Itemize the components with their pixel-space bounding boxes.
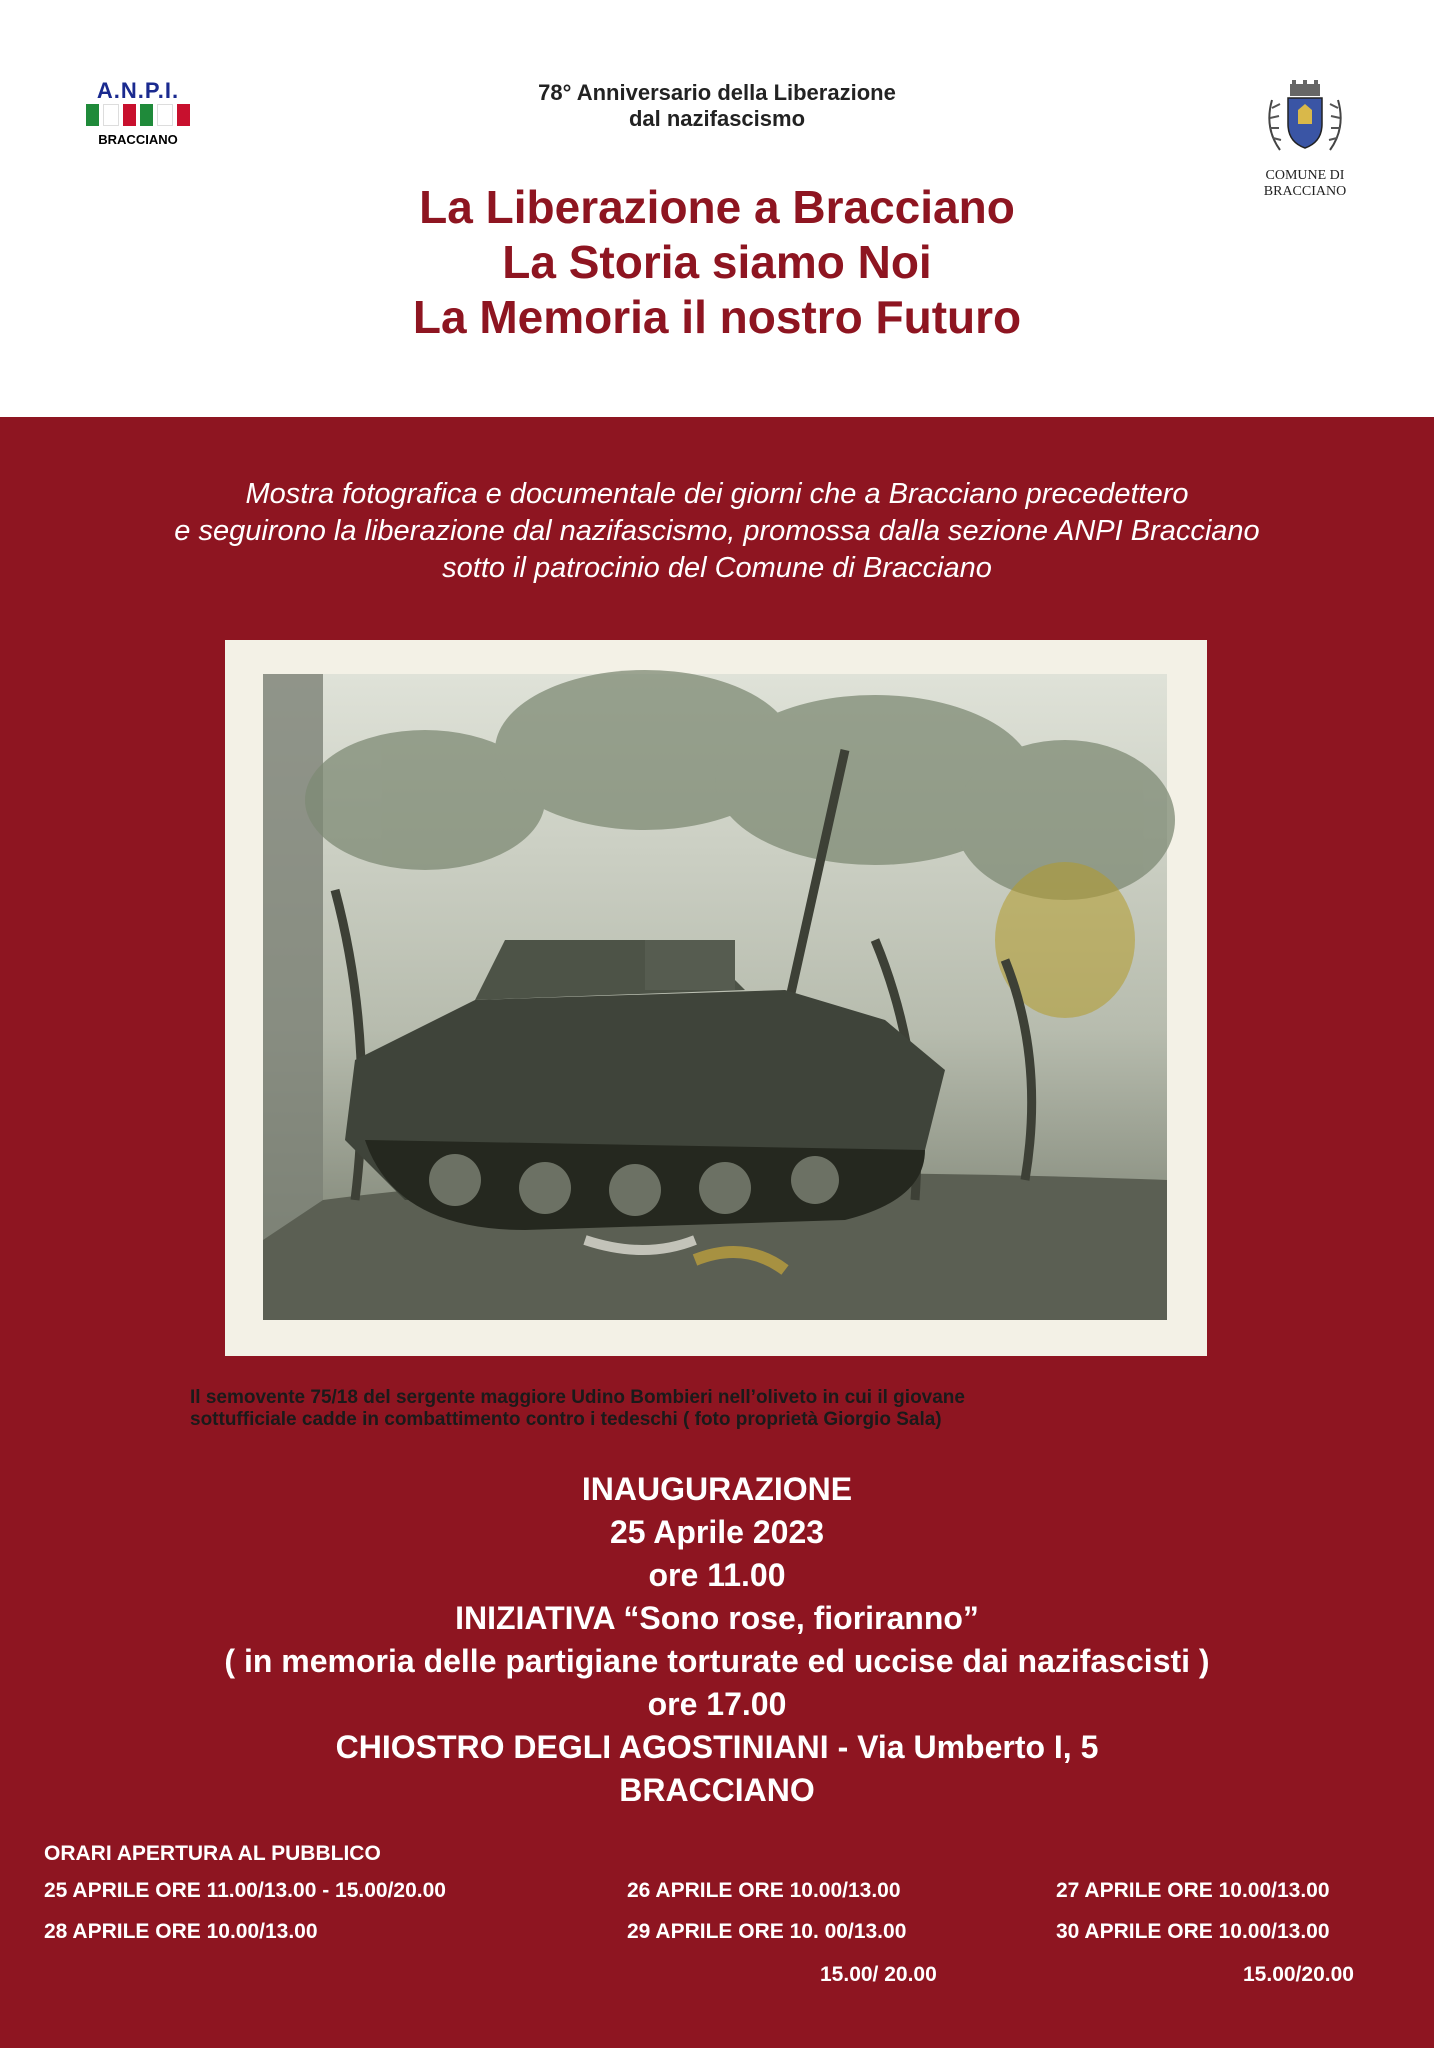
anpi-logo-subtext: BRACCIANO [98,132,178,147]
anniversary-line2: dal nazifascismo [628,106,806,131]
hours-apr27: 27 APRILE ORE 10.00/13.00 [1056,1879,1330,1902]
hours-apr30-extra: 15.00/20.00 [1243,1963,1354,1986]
event-line5: ( in memoria delle partigiane torturate ed uccise dai nazifascisti ) [224,1643,1210,1679]
historic-photo [225,640,1207,1356]
event-line2: 25 Aprile 2023 [609,1514,825,1550]
intro-line3: sotto il patrocinio del Comune di Bracciano [442,552,992,584]
comune-line1: COMUNE DI [1265,168,1345,183]
event-line6: ore 17.00 [647,1686,787,1722]
exhibition-description [40,476,1394,587]
hours-apr29-extra: 15.00/ 20.00 [820,1963,937,1986]
hours-apr28: 28 APRILE ORE 10.00/13.00 [44,1920,318,1943]
anniversary-heading [400,80,1034,132]
caption-line1: Il semovente 75/18 del sergente maggiore Udino Bombieri nell’oliveto in cui il giovane [190,1387,965,1408]
photo-caption [190,1387,1270,1431]
title-line3: La Memoria il nostro Futuro [412,291,1022,343]
event-line3: ore 11.00 [648,1557,786,1593]
comune-logo [1250,80,1360,200]
anpi-logo-text: A.N.P.I. [96,78,180,103]
title-line2: La Storia siamo Noi [502,236,932,288]
comune-name [1250,168,1360,200]
caption-line2: sottufficiale cadde in combattimento contro i tedeschi ( foto proprietà Giorgio Sala) [190,1409,942,1430]
header-band [0,0,1434,417]
event-details [100,1468,1334,1812]
hours-apr25: 25 APRILE ORE 11.00/13.00 - 15.00/20.00 [44,1879,446,1902]
hours-apr30: 30 APRILE ORE 10.00/13.00 [1056,1920,1330,1943]
anniversary-line1: 78° Anniversario della Liberazione [538,80,896,105]
anpi-logo [82,78,194,148]
event-line1: INAUGURAZIONE [581,1471,853,1507]
comune-line2: BRACCIANO [1263,184,1347,199]
main-title [200,180,1234,345]
title-line1: La Liberazione a Bracciano [419,181,1015,233]
tank-photo-image [225,640,1207,1356]
flag-stripes-icon [86,104,190,126]
hours-apr26: 26 APRILE ORE 10.00/13.00 [627,1879,901,1902]
opening-hours-title: ORARI APERTURA AL PUBBLICO [44,1842,381,1865]
event-line4: INIZIATIVA “Sono rose, fioriranno” [455,1600,979,1636]
event-line8: BRACCIANO [619,1772,815,1808]
coat-of-arms-icon [1250,80,1360,166]
intro-line2: e seguirono la liberazione dal nazifascismo, promossa dalla sezione ANPI Bracciano [174,515,1260,547]
intro-line1: Mostra fotografica e documentale dei giorni che a Bracciano precedettero [245,478,1189,510]
hours-apr29: 29 APRILE ORE 10. 00/13.00 [627,1920,907,1943]
event-line7: CHIOSTRO DEGLI AGOSTINIANI - Via Umberto I, 5 [335,1729,1099,1765]
